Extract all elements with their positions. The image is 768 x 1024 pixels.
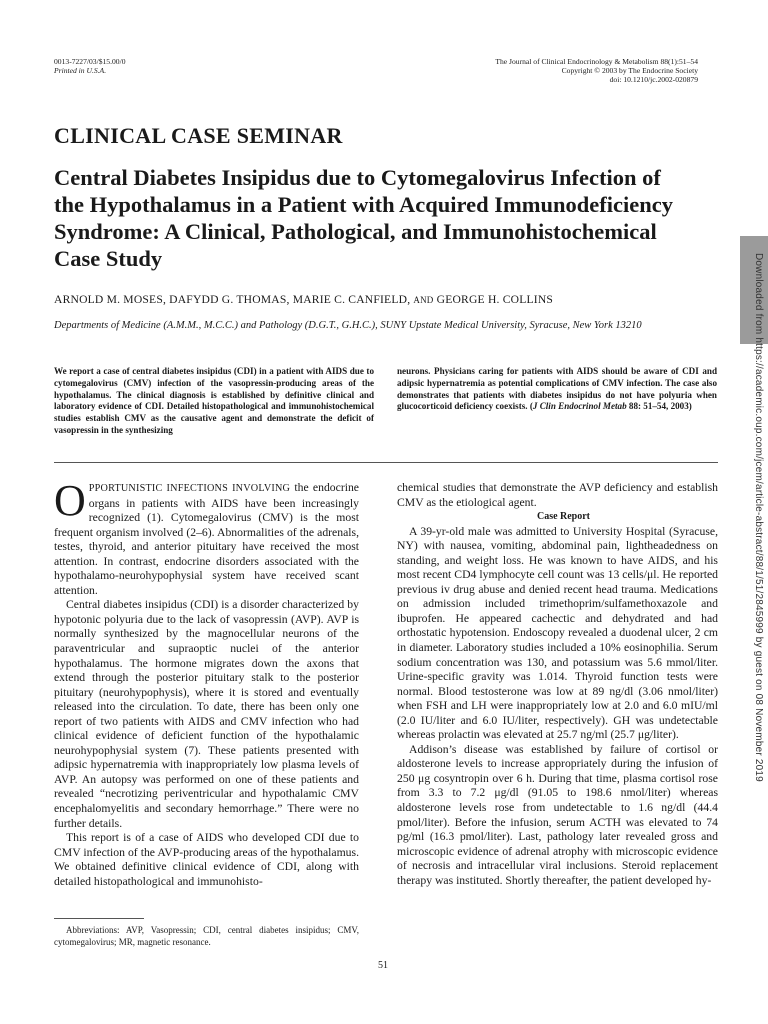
paragraph-case-1: A 39-yr-old male was admitted to University Hospital (Syracuse, NY) with nausea, vomiting, abdominal pain, lightheadedness on standing, and weight loss. He was known to have AIDS, and his most recent CD4 lymphocyte cell count was 13 cells/μl. He reported previous iv drug abuse and denied recent head trauma. Medications on admission included trimethoprim/sulfamethoxazole and ibuprofen. He appeared cachectic and dehydrated and had orthostatic hypotension. Endoscopy revealed a duodenal ulcer, 2 cm in diameter. Laboratory studies included a 10% eosinophilia. Serum sodium concentration was 130, and potassium was 5.6 mmol/liter. Urine-specific gravity was 1.014. Thyroid function tests were normal. Blood testosterone was low at 89 ng/dl (3.06 nmol/liter) when FSH and LH were inappropriately low at 2.0 and 6.0 mIU/ml (2.0 IU/liter and 6.0 IU/liter, respectively). GH was undetectable whereas prolactin was elevated at 25.7 ng/ml (25.7 μg/liter). (397, 524, 718, 742)
journal-name: The Journal of Clinical Endocrinology & Metabolism 88(1):51–54 (495, 57, 698, 66)
paragraph-intro (54, 476, 359, 598)
body-column-right (397, 481, 718, 888)
drop-cap: O (54, 476, 86, 525)
article-title: Central Diabetes Insipidus due to Cytomegalovirus Infection of the Hypothalamus in a Patient with Acquired Immunodeficiency Syndrome: A Clinical, Pathological, and Immunohistochemical Case Study (54, 165, 673, 271)
author-names: ARNOLD M. MOSES, DAFYDD G. THOMAS, MARIE C. CANFIELD, (54, 293, 411, 306)
footnote-rule (54, 918, 144, 919)
affiliation: Departments of Medicine (A.M.M., M.C.C.) and Pathology (D.G.T., G.H.C.), SUNY Upstate Medical University, Syracuse, New York 13210 (54, 320, 642, 331)
header-right (495, 57, 698, 84)
section-label: CLINICAL CASE SEMINAR (54, 123, 343, 148)
author-last: GEORGE H. COLLINS (436, 293, 554, 306)
paragraph-report: This report is of a case of AIDS who developed CDI due to CMV infection of the AVP-producing areas of the hypothalamus. We obtained definitive clinical evidence of CDI, along with detailed histopathological and immunohisto- (54, 831, 359, 888)
paragraph-cdi: Central diabetes insipidus (CDI) is a disorder characterized by hypotonic polyuria due to the lack of vasopressin (AVP). AVP is normally synthesized by the magnocellular neurons of the paraventricular and supraoptic nuclei of the anterior hypothalamus. The hormone migrates down the axons that extend through the posterior pituitary stalk to the posterior pituitary (neurohypophysis), where it is stored and eventually released into the circulation. To date, there has been only one report of two patients with AIDS and CMV infection who had clinical evidence of deficient function of the hypothalamic neurohypophysial system (7). These patients presented with adipsic hypernatremia with inappropriately low plasma levels of AVP. An autopsy was performed on one of these patients and revealed “necrotizing periventricular and hypothalamic CMV encephalomyelitis and secondary hemorrhage.” There were no further details. (54, 598, 359, 830)
printed-note: Printed in U.S.A. (54, 66, 107, 75)
abstract-divider (54, 462, 718, 463)
case-report-heading: Case Report (536, 511, 591, 523)
intro-text: the endocrine organs in patients with AIDS have been increasingly recognized (1). Cytomegalovirus (CMV) is the most frequent organism involved (2–6). Abnormalities of the adrenals, testes, thyroid, and anterior pituitary have received the most attention. In contrast, endocrine disorders associated with the hypothalamo-neurohypophysial system have received scant attention. (54, 481, 359, 597)
intro-smallcaps: PPORTUNISTIC INFECTIONS INVOLVING (88, 483, 291, 494)
abstract-left: We report a case of central diabetes insipidus (CDI) in a patient with AIDS due to cytomegalovirus (CMV) infection of the vasopressin-producing areas of the hypothalamus. The clinical diagnosis is established by definitive clinical and laboratory evidence of CDI. Detailed histopathological and immunohistochemical studies establish CMV as the causative agent and demonstrate the deficit of vasopressin in the synthesizing (54, 366, 374, 435)
header-left (54, 57, 126, 75)
issn-code: 0013-7227/03/$15.00/0 (54, 57, 126, 66)
doi: doi: 10.1210/jc.2002-020879 (609, 75, 698, 84)
side-download-stamp: Downloaded from https://academic.oup.com/jcem/article-abstract/88/1/51/2845999 by guest on 08 November 2019 (753, 253, 764, 782)
abstract-right (397, 366, 717, 413)
copyright: Copyright © 2003 by The Endocrine Society (561, 66, 698, 75)
abstract-citation-tail: 88: 51–54, 2003) (626, 401, 692, 412)
body-column-left (54, 476, 359, 889)
paragraph-continued: chemical studies that demonstrate the AVP deficiency and establish CMV as the etiological agent. (397, 481, 718, 509)
page-number: 51 (378, 960, 388, 971)
author-and: AND (413, 295, 434, 305)
paragraph-case-2: Addison’s disease was established by failure of cortisol or aldosterone levels to increase appropriately during the infusion of 250 μg cosyntropin over 6 h. During that time, plasma cortisol rose from 3.3 to 7.2 μg/dl (91.05 to 198.6 nmol/liter) whereas aldosterone levels rose from undetectable to 1.6 ng/dl (44.4 pmol/liter). Before the infusion, serum ACTH was elevated to 74 pg/ml (16.3 pmol/liter). Last, pathology later revealed gross and microscopic evidence of adrenal atrophy with microscopic evidence of necrosis and intracellular viral inclusions. Steroid replacement therapy was instituted. Shortly thereafter, the patient developed hy- (397, 742, 718, 887)
abstract-right-text: neurons. Physicians caring for patients with AIDS should be aware of CDI and adipsic hypernatremia as potential complications of CMV infection. The case also demonstrates that patients with diabetes insipidus do not have polyuria when glucocorticoid deficiency coexists. ( (397, 366, 717, 412)
author-list (54, 293, 553, 306)
abstract-citation: J Clin Endocrinol Metab (532, 401, 627, 412)
footnote-abbreviations: Abbreviations: AVP, Vasopressin; CDI, central diabetes insipidus; CMV, cytomegalovirus; MR, magnetic resonance. (54, 925, 359, 947)
